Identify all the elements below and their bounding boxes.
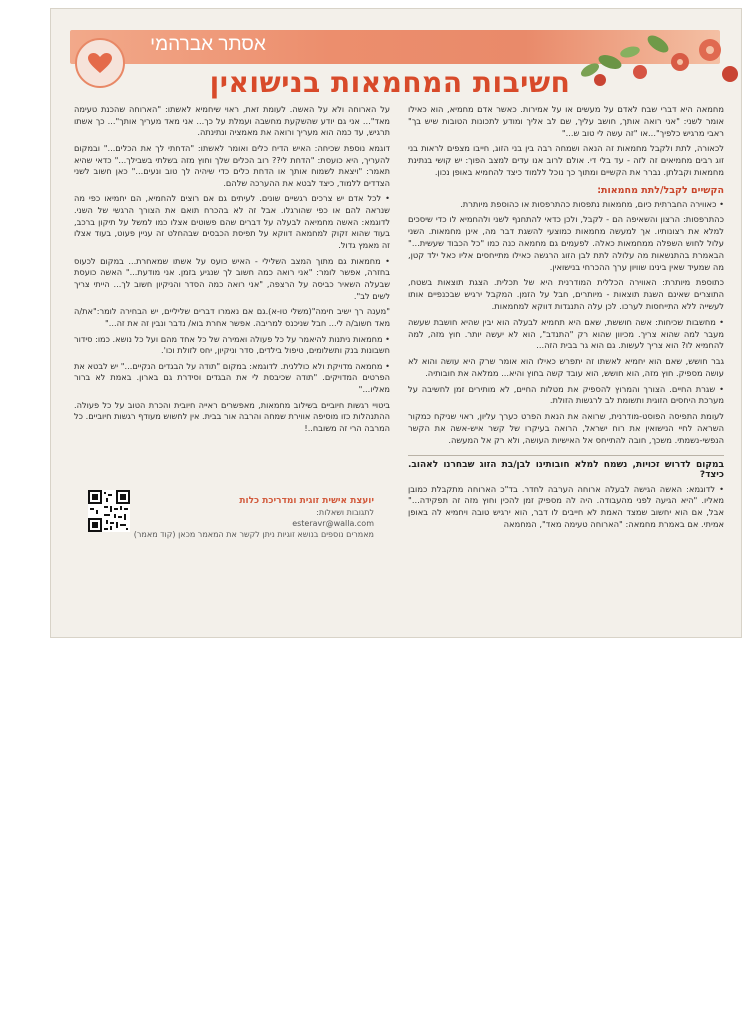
paragraph: לעומת התפיסה הפוסט-מודרנית, שרואה את הנאת הפרט כערך עליון, ראוי שניקח כמקור השראה לחיי הנישואין את רוח ישראל, הרואה בעיקרו של קשר איש-אשה את הקשר הנפשי-נשמתי. משכך, חובה להתייחס אל האישיות העושה, ולא רק אל המעשה.	[408, 411, 724, 445]
paragraph: ביטויי רגשות חיוביים בשילוב מחמאות, מאפשרים ראייה חיובית והכרת הטוב על כל פעולה. ההתנהלות כזו מוסיפה אווירת שמחה והרבה אור בבית. אין לחשוש מעודף רגשות חיוביים. כל המרבה הרי זה משובח..!	[74, 399, 390, 434]
qr-code-icon	[88, 490, 130, 532]
paragraph: "מענה רך ישיב חימה"(משלי טו-א).גם אם נאמרו דברים שליליים, יש הבחירה לומר:"את/ה מאד חשוב/ה לי... חבל שניכנס למריבה. אפשר אחרת בוא/ נדבר ונבין זה את זה..."	[74, 306, 390, 328]
paragraph: מחמאה היא דברי שבח לאדם על מעשים או על אמירות. כאשר אדם מחמיא, הוא כאילו אומר לשני: "אני רואה אותך, חושב עליך, שם לב אליך ומודע לתכונות הטובות שיש בך" ראבי מרגיש כלפיך"...או "זה עשה לי טוב ש..."	[408, 104, 724, 138]
author-role: יועצת אישית זוגית ומדריכת כלות	[239, 496, 374, 506]
article-note: מאמרים נוספים בנושא זוגיות ניתן לקשר את המאמר מכאן (קוד מאמר)	[133, 530, 374, 539]
subheading: הקשיים לקבל/לתת מחמאות:	[597, 184, 724, 196]
author-name: אסתר אברהמי	[150, 34, 266, 55]
paragraph: • מחמאות ניתנות להיאמר על כל פעולה ואמירה של כל אחד מהם ועל כל נושא. כמו: סידור חשבונות בנק ותשלומים, טיפול בילדים, סדר וניקיון, יחס לזולת וכו'.	[74, 333, 390, 356]
heart-icon	[87, 52, 113, 74]
paragraph: לכאורה, לתת ולקבל מחמאות זה הנאה ושמחה רבה בין בני הזוג, חייבו מצפים לראות בני זוג רבים מחמיאים זה לזה - עד בלי די. אולם לרוב אנו עדים למצב הפוך: יש קושי בנתינת מחמאות וקבלתן. נברר את הקשיים ומתוך כך נוכל ללמוד כיצד להחמיא באופן נכון.	[408, 143, 724, 177]
paragraph: • מחמאות גם מתוך המצב השלילי - האיש כועס על אשתו שמאחרת... במקום לכעוס בחזרה, אפשר לומר: "אני רואה כמה חשוב לך שנגיע בזמן. אני מודעת..." האשה כועסת שבעלה השאיר כביסה על הרצפה, "אני רואה כמה הסדר והניקיון חשוב לך... הייתי צריך לשים לב".	[74, 255, 390, 301]
paragraph: • מחשבות שכיחות: אשה חוששת, שאם היא תחמיא לבעלה הוא יבין שהיא חושבת שעשה מעבר למה שהוא צריך. מכיוון שהוא רק "התנדב", הוא לא יעשה יותר. חוץ מזה, למה להחמיא לו? הוא צריך לעשות. גם הוא גר בבית הזה...	[408, 316, 724, 351]
paragraph: כתוספת מיותרת: האווירה הכללית המודרנית היא של תכלית. הצגת תוצאות בשטח, התוצרים שאינם השגת תוצאות - מיותרים, חבל על הזמן. המקבל ירגיש שבכנפיים אותו לעשייה ללא התייחסות לערכו. לכן עלה התנגדות דווקא למחמאות.	[408, 277, 724, 311]
author-email: esteravr@walla.com	[292, 519, 374, 528]
paragraph: • מחמאה מדויקת ולא כוללנית. לדוגמא: במקום "תודה על הבגדים הנקיים..." יש לבטא את הפרטים המדויקים. "תודה שכיבסת לי את הבגדים וסידרת גם בארון. באמת לא ברור מאליו..."	[74, 360, 390, 395]
qr-code	[88, 490, 130, 532]
heart-badge	[75, 38, 125, 88]
article-title: חשיבות המחמאות בנישואין	[209, 66, 571, 99]
right-column	[408, 104, 724, 624]
paragraph: גבר חושש, שאם הוא יחמיא לאשתו זה יתפרש כאילו הוא אומר שרק היא עושה והוא לא עושה מספיק. חוץ מזה, הוא חושש, הוא עובד קשה בחוץ והיא... ממלאה את חובותיה.	[408, 356, 724, 378]
callout: במקום לדרוש זכויות, נשמח למלא חובותינו לבן/בת הזוג שבחרנו לאהוב. כיצד?	[408, 455, 724, 480]
paragraph: דוגמא נוספת שכיחה: האיש הדיח כלים ואומר לאשתו: "הדחתי לך את הכלים..." ובמקום להעריך, היא כועסת: "הדחת לי?? רוב הכלים שלך וחוץ מזה בשלתי בשבילך..." כדאי שהיא תאמר: "ויצאת לשמוח אותך או הדחת כלים כדי שיהיה לך טוב ונעים..." כאן חשוב לשני הצדדים ללמוד, כיצד לבטא את ההערכה שלהם.	[74, 142, 390, 188]
paragraph: • שגרת החיים. הצורך והמרוץ להספיק את מטלות החיים, לא מותירים זמן לחשיבה על מערכת היחסים הזוגית ותשומת לב לרגשות הזולת.	[408, 383, 724, 406]
paragraph: כהתרפסות: הרצון והשאיפה הם - לקבל, ולכן כדאי להתחנף לשני ולהחמיא לו כדי שיסכים למלא את רצונותיו. אך למעשה מחמאות כמוצעי להשגת דבר מה, אינן מחמאות. השני עלול לחוש השפלה ממחמאות כאלה. לפעמים גם מחמאה כנה כמו "כל הכבוד שעשית..." הבאמרת בהתנשאות מה עלולה לתת לבן הזוג הרגשה כאילו מתייחסים אליו כאל ילד קטן, מה שמעיד שאין בינינו שוויון ערך ההכרחי בנישואין.	[408, 214, 724, 272]
paragraph: על הארוחה ולא על האשה. לעומת זאת, ראוי שיחמיא לאשתו: "הארוחה שהכנת טעימה מאד"... אני גם יודע שהשקעת מחשבה ועמלת על כך... אני מאד מעריך אותך"... כך אשתו תרגיש, עד כמה הוא מעריך ורואה את מאמציה ונתינתה.	[74, 104, 390, 138]
paragraph: • כאווירה החברתית כיום, מחמאות נתפסות כהתרפסות או כהוספת מיותרת.	[460, 198, 724, 209]
newspaper-clipping	[50, 8, 742, 638]
paragraph: • לדוגמא: האשה הגישה לבעלה ארוחה הערבה לחדר. בד"כ הארוחה מתקבלת כמובן מאליו. "היא הגיעה לפני מהעבודה. היה לה מספיק זמן להכין וחוץ מזה זה תפקידה..." אבל, אם הוא יחשוב שמצד האמת לא חייבים לו דבר, הוא ירגיש טובה ויחמיא לה באופן אמיתי. אם באמרת מחמאה: "הארוחה טעימה מאד", המחמאה	[408, 483, 724, 529]
contact-label: לתגובות ושאלות:	[316, 508, 374, 517]
paragraph: • לכל אדם יש צרכים רגשיים שונים. לעיתים גם אם רוצים להחמיא, הם יחמיאו כפי מה שנראה להם או כפי שהורגלו. אבל זה לא בהכרח תואם את הצורך הרגשי של השני. לדוגמא: האשה מחמיאה לבעלה על דברים שהם פשוטים אצלו כמו למשל על תיקון ברכב, בעוד שהוא זקוק למחמאה דווקא על תפיסת הכבסים שבהחלט זה עניין פעוט, בעוד אצלו זה מאמץ גדול.	[74, 193, 390, 251]
